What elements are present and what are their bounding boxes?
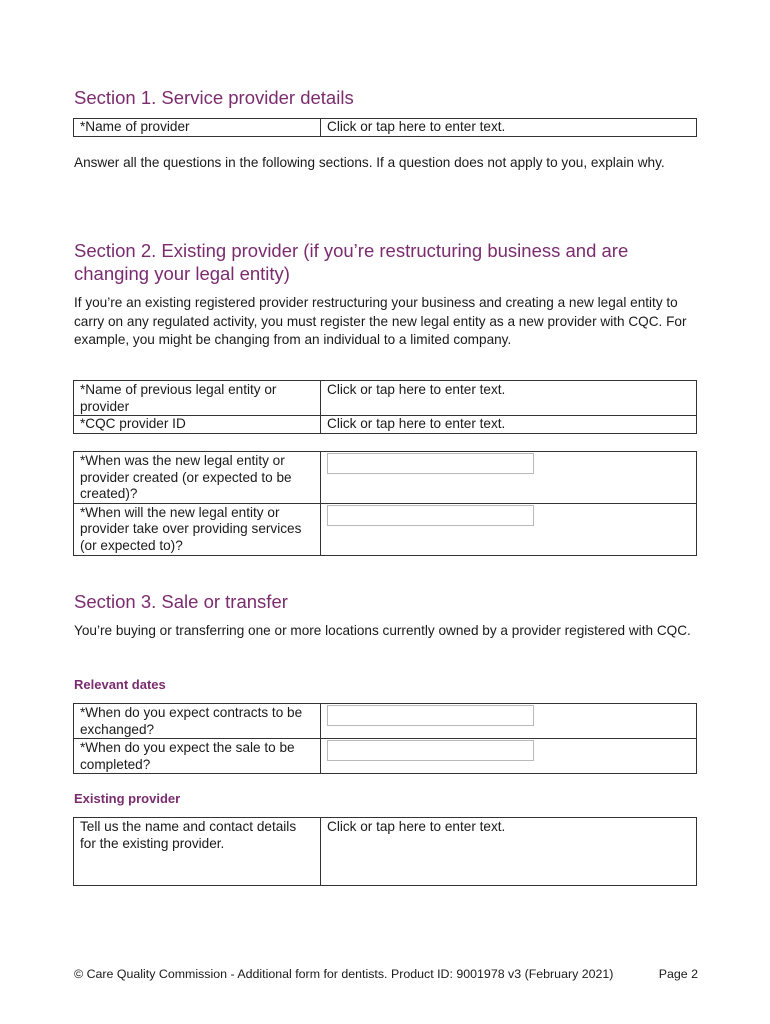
entity-created-date-cell [321, 452, 697, 504]
cqc-provider-id-field[interactable]: Click or tap here to enter text. [321, 416, 697, 434]
existing-provider-label: Tell us the name and contact details for the existing provider. [74, 818, 321, 886]
contracts-exchanged-date-cell [321, 704, 697, 739]
sale-completed-date-picker[interactable] [327, 740, 534, 761]
table-row [74, 416, 697, 434]
entity-takeover-date-label: *When will the new legal entity or provider take over providing services (or expected to)? [74, 503, 321, 555]
cqc-provider-id-label: *CQC provider ID [74, 416, 321, 434]
existing-provider-table [73, 817, 697, 886]
existing-provider-field[interactable]: Click or tap here to enter text. [321, 818, 697, 886]
sale-completed-date-cell [321, 739, 697, 774]
existing-provider-heading: Existing provider [74, 791, 181, 806]
table-row [74, 119, 697, 137]
section-3-heading: Section 3. Sale or transfer [74, 591, 288, 612]
new-entity-dates-table [73, 451, 697, 556]
table-row [74, 818, 697, 886]
relevant-dates-heading: Relevant dates [74, 677, 166, 692]
previous-entity-table [73, 380, 697, 434]
sale-completed-date-label: *When do you expect the sale to be completed? [74, 739, 321, 774]
section-2-heading-line-1: Section 2. Existing provider (if you’re restructuring business and are [74, 240, 629, 261]
section-3-intro: You’re buying or transferring one or more locations currently owned by a provider registered with CQC. [74, 623, 691, 638]
instructions-text: Answer all the questions in the following sections. If a question does not apply to you, explain why. [74, 155, 665, 170]
table-row [74, 503, 697, 555]
provider-name-field[interactable]: Click or tap here to enter text. [321, 119, 697, 137]
provider-name-table [73, 118, 697, 137]
previous-entity-label: *Name of previous legal entity or provider [74, 381, 321, 416]
table-row [74, 452, 697, 504]
footer-copyright: © Care Quality Commission - Additional form for dentists. Product ID: 9001978 v3 (February 2021) [74, 967, 614, 981]
previous-entity-field[interactable]: Click or tap here to enter text. [321, 381, 697, 416]
sale-dates-table [73, 703, 697, 774]
section-1-heading: Section 1. Service provider details [74, 87, 354, 108]
entity-created-date-picker[interactable] [327, 453, 534, 474]
section-2-heading-line-2: changing your legal entity) [74, 263, 290, 284]
entity-takeover-date-cell [321, 503, 697, 555]
table-row [74, 739, 697, 774]
section-2-heading [74, 239, 628, 285]
contracts-exchanged-date-label: *When do you expect contracts to be exchanged? [74, 704, 321, 739]
table-row [74, 381, 697, 416]
page-number: Page 2 [658, 967, 698, 981]
entity-takeover-date-picker[interactable] [327, 505, 534, 526]
contracts-exchanged-date-picker[interactable] [327, 705, 534, 726]
entity-created-date-label: *When was the new legal entity or provider created (or expected to be created)? [74, 452, 321, 504]
table-row [74, 704, 697, 739]
section-2-intro: If you’re an existing registered provider restructuring your business and creating a new legal entity to carry on any regulated activity, you must register the new legal entity as a new provider with CQC. For example, you might be changing from an individual to a limited company. [74, 295, 687, 348]
provider-name-label: *Name of provider [74, 119, 321, 137]
